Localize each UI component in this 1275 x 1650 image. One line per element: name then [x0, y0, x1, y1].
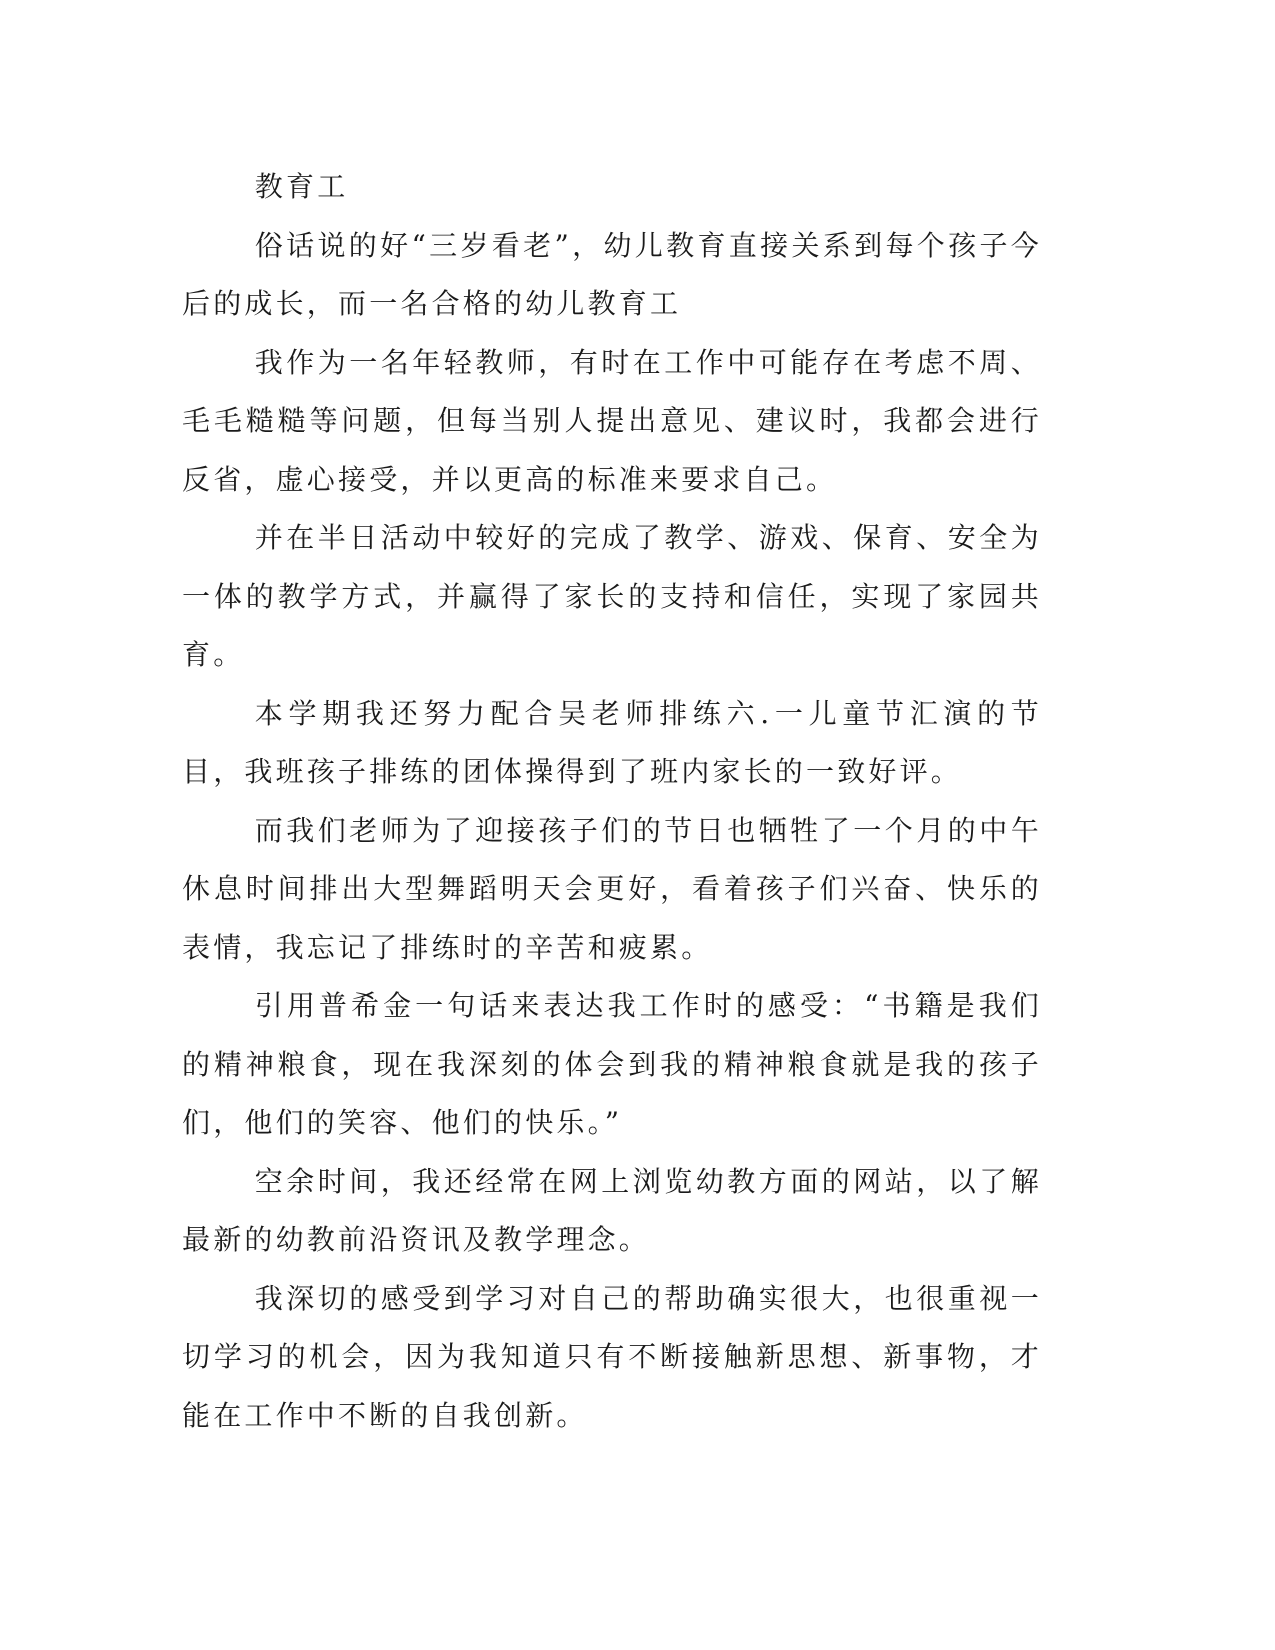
paragraph-4: 并在半日活动中较好的完成了教学、游戏、保育、安全为一体的教学方式，并赢得了家长的支持和信任，实现了家园共育。: [182, 521, 1042, 671]
paragraph-3: 我作为一名年轻教师，有时在工作中可能存在考虑不周、毛毛糙糙等问题，但每当别人提出意见、建议时，我都会进行反省，虚心接受，并以更高的标准来要求自己。: [182, 345, 1042, 496]
paragraph-5: 本学期我还努力配合吴老师排练六.一儿童节汇演的节目，我班孩子排练的团体操得到了班内家长的一致好评。: [182, 696, 1042, 788]
paragraph-1: 教育工: [254, 170, 349, 203]
paragraph-9: 我深切的感受到学习对自己的帮助确实很大，也很重视一切学习的机会，因为我知道只有不断接触新思想、新事物，才能在工作中不断的自我创新。: [182, 1281, 1042, 1432]
paragraph-7: 引用普希金一句话来表达我工作时的感受：“书籍是我们的精神粮食，现在我深刻的体会到我的精神粮食就是我的孩子们，他们的笑容、他们的快乐。”: [182, 989, 1042, 1139]
paragraph-2: 俗话说的好“三岁看老”，幼儿教育直接关系到每个孩子今后的成长，而一名合格的幼儿教育工: [182, 228, 1042, 320]
paragraph-6: 而我们老师为了迎接孩子们的节日也牺牲了一个月的中午休息时间排出大型舞蹈明天会更好，看着孩子们兴奋、快乐的表情，我忘记了排练时的辛苦和疲累。: [182, 813, 1042, 964]
paragraph-8: 空余时间，我还经常在网上浏览幼教方面的网站，以了解最新的幼教前沿资讯及教学理念。: [182, 1164, 1042, 1256]
document-body: [182, 158, 1042, 1445]
